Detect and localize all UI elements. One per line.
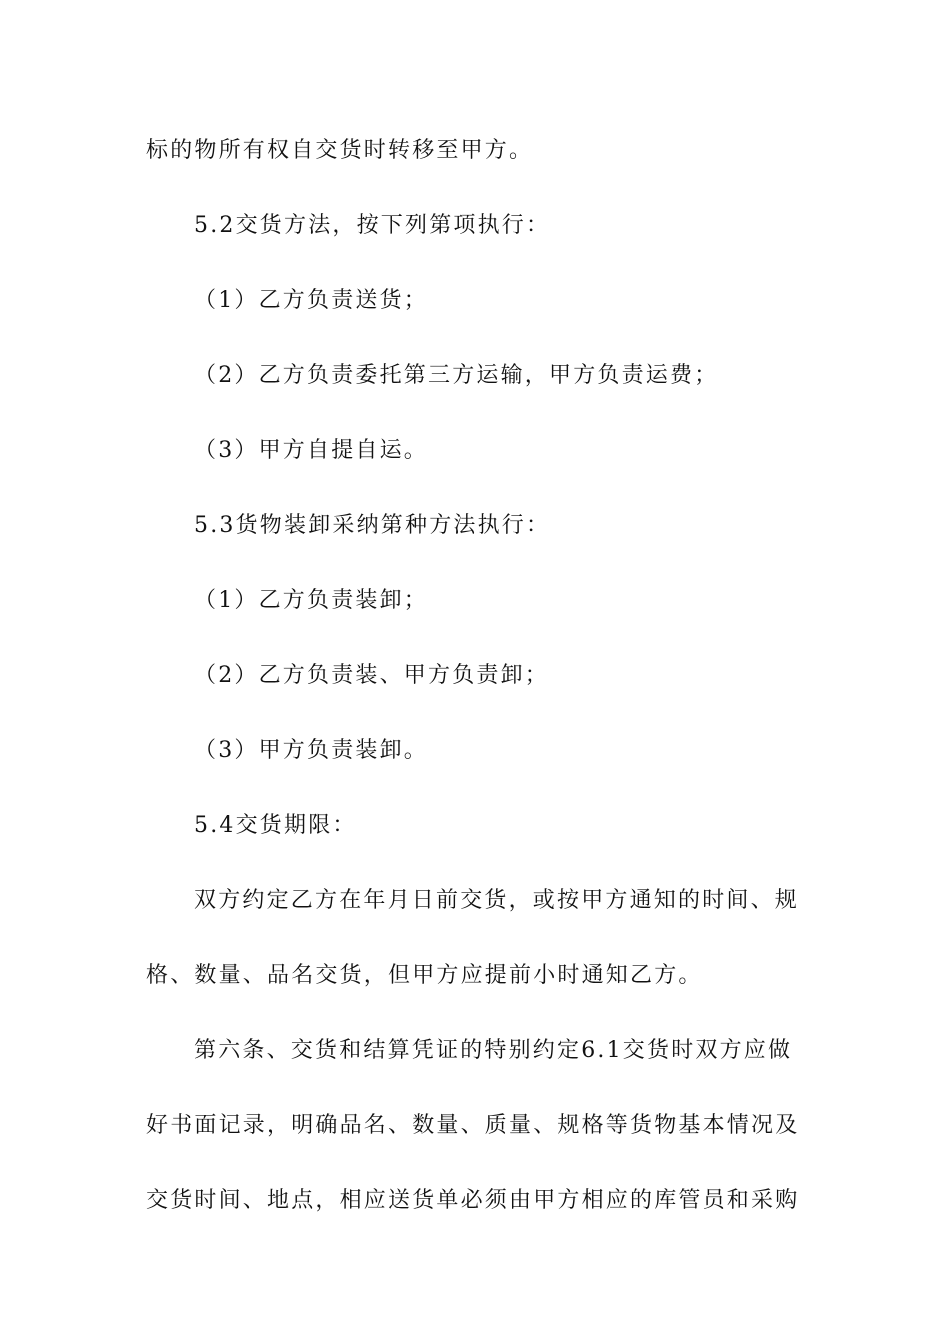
- text-line-6: 5.3货物装卸采纳第种方法执行：: [194, 513, 551, 538]
- text-line-15: 交货时间、地点，相应送货单必须由甲方相应的库管员和采购: [146, 1188, 800, 1213]
- text-line-10: 5.4交货期限：: [194, 813, 357, 838]
- text-line-4: （2）乙方负责委托第三方运输，甲方负责运费；: [194, 363, 719, 388]
- text-line-7: （1）乙方负责装卸；: [194, 588, 428, 613]
- text-line-11: 双方约定乙方在年月日前交货，或按甲方通知的时间、规: [194, 888, 800, 913]
- text-line-12: 格、数量、品名交货，但甲方应提前小时通知乙方。: [146, 963, 703, 988]
- text-line-1: 标的物所有权自交货时转移至甲方。: [146, 138, 534, 163]
- text-line-9: （3）甲方负责装卸。: [194, 738, 428, 763]
- text-line-5: （3）甲方自提自运。: [194, 438, 428, 463]
- text-line-14: 好书面记录，明确品名、数量、质量、规格等货物基本情况及: [146, 1113, 800, 1138]
- text-line-3: （1）乙方负责送货；: [194, 288, 428, 313]
- text-line-2: 5.2交货方法，按下列第项执行：: [194, 213, 551, 238]
- text-line-8: （2）乙方负责装、甲方负责卸；: [194, 663, 549, 688]
- text-line-13: 第六条、交货和结算凭证的特别约定6.1交货时双方应做: [194, 1038, 793, 1063]
